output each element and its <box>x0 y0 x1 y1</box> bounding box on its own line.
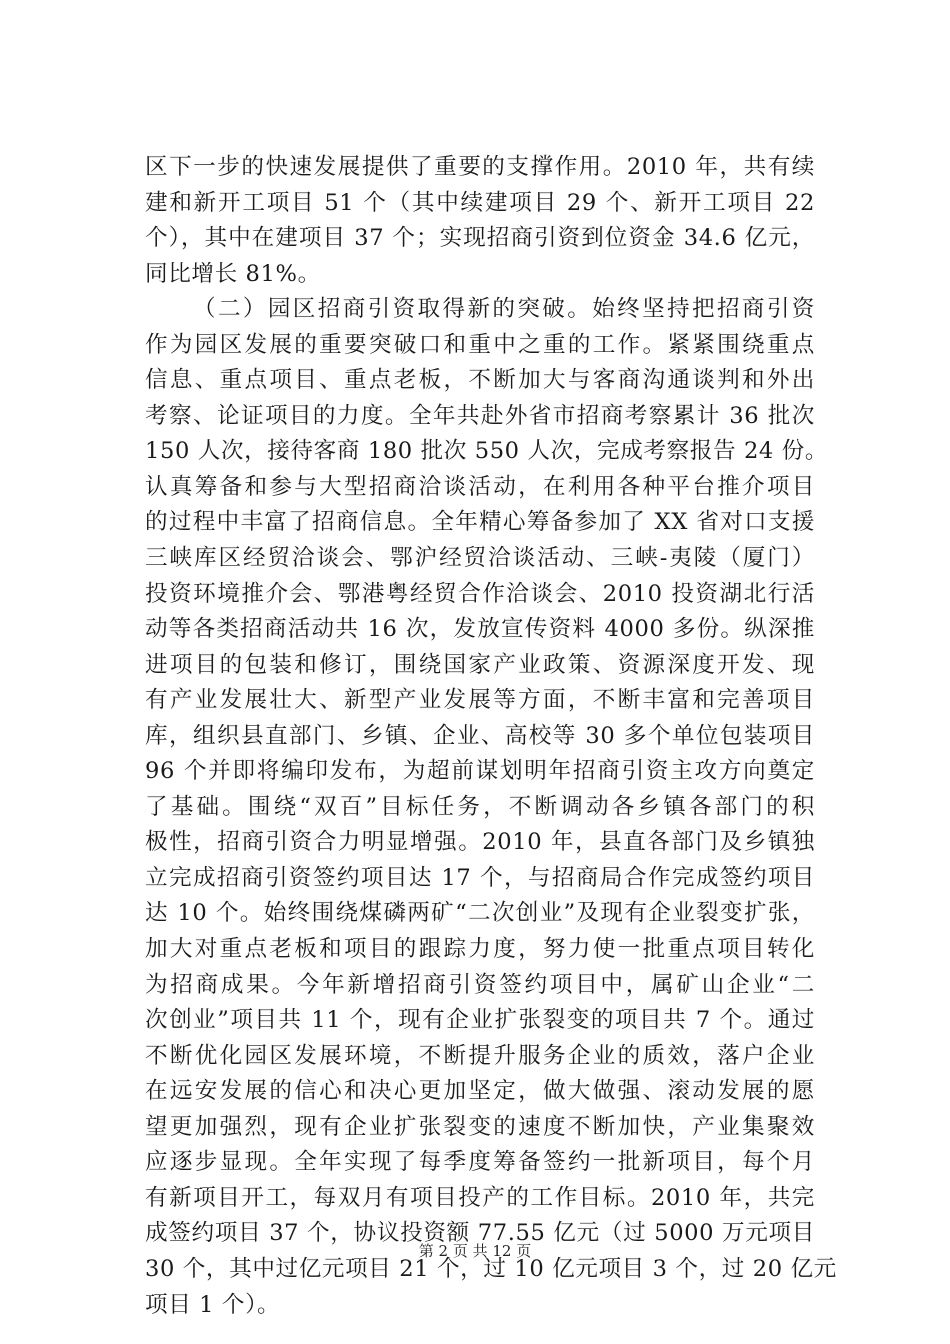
text-line: 信息、重点项目、重点老板，不断加大与客商沟通谈判和外出 <box>145 367 815 394</box>
text-line: 项目 1 个）。 <box>145 1291 281 1318</box>
text-line: 投资环境推介会、鄂港粤经贸合作洽谈会、2010 投资湖北行活 <box>145 580 815 607</box>
text-line: 立完成招商引资签约项目达 17 个，与招商局合作完成签约项目 <box>145 864 815 891</box>
text-line: 的过程中丰富了招商信息。全年精心筹备参加了 XX 省对口支援 <box>145 509 815 536</box>
text-line: 达 10 个。始终围绕煤磷两矿“二次创业”及现有企业裂变扩张， <box>145 900 815 927</box>
text-line: 区下一步的快速发展提供了重要的支撑作用。2010 年，共有续 <box>145 154 815 180</box>
text-line: 认真筹备和参与大型招商洽谈活动，在利用各种平台推介项目 <box>145 473 815 500</box>
text-line: 加大对重点老板和项目的跟踪力度，努力使一批重点项目转化 <box>145 936 815 963</box>
text-line: 动等各类招商活动共 16 次，发放宣传资料 4000 多份。纵深推 <box>145 616 815 643</box>
text-line: 了基础。围绕“双百”目标任务，不断调动各乡镇各部门的积 <box>145 793 815 820</box>
text-line: 30 个，其中过亿元项目 21 个，过 10 亿元项目 3 个，过 20 亿元 <box>145 1255 837 1282</box>
text-line: 考察、论证项目的力度。全年共赴外省市招商考察累计 36 批次 <box>145 402 815 429</box>
text-line: 有产业发展壮大、新型产业发展等方面，不断丰富和完善项目 <box>145 687 815 714</box>
text-line: 建和新开工项目 51 个（其中续建项目 29 个、新开工项目 22 <box>145 189 815 216</box>
page-number: 第 2 页 共 12 页 <box>418 1242 532 1260</box>
text-line: 进项目的包装和修订，围绕国家产业政策、资源深度开发、现 <box>145 651 815 678</box>
section-heading-line: （二）园区招商引资取得新的突破。始终坚持把招商引资 <box>193 296 815 323</box>
text-line: 96 个并即将编印发布，为超前谋划明年招商引资主攻方向奠定 <box>145 758 815 785</box>
text-line: 应逐步显现。全年实现了每季度筹备签约一批新项目，每个月 <box>145 1149 815 1176</box>
text-line: 为招商成果。今年新增招商引资签约项目中，属矿山企业“二 <box>145 971 815 998</box>
page-footer <box>0 1240 950 1261</box>
text-line: 不断优化园区发展环境，不断提升服务企业的质效，落户企业 <box>145 1042 815 1069</box>
text-line: 次创业”项目共 11 个，现有企业扩张裂变的项目共 7 个。通过 <box>145 1007 815 1034</box>
text-line: 有新项目开工，每双月有项目投产的工作目标。2010 年，共完 <box>145 1184 815 1211</box>
text-line: 作为园区发展的重要突破口和重中之重的工作。紧紧围绕重点 <box>145 331 815 358</box>
text-line: 极性，招商引资合力明显增强。2010 年，县直各部门及乡镇独 <box>145 829 815 856</box>
text-line: 150 人次，接待客商 180 批次 550 人次，完成考察报告 24 份。 <box>145 438 829 465</box>
text-line: 望更加强烈，现有企业扩张裂变的速度不断加快，产业集聚效 <box>145 1113 815 1140</box>
body-text <box>145 150 837 1323</box>
text-line: 同比增长 81%。 <box>145 260 321 287</box>
text-line: 三峡库区经贸洽谈会、鄂沪经贸洽谈活动、三峡-夷陵（厦门） <box>145 545 815 572</box>
text-line: 库，组织县直部门、乡镇、企业、高校等 30 多个单位包装项目 <box>145 722 815 749</box>
text-line: 个），其中在建项目 37 个；实现招商引资到位资金 34.6 亿元， <box>145 225 815 252</box>
text-line: 在远安发展的信心和决心更加坚定，做大做强、滚动发展的愿 <box>145 1078 815 1105</box>
text-line: 成签约项目 37 个，协议投资额 77.55 亿元（过 5000 万元项目 <box>145 1220 815 1247</box>
